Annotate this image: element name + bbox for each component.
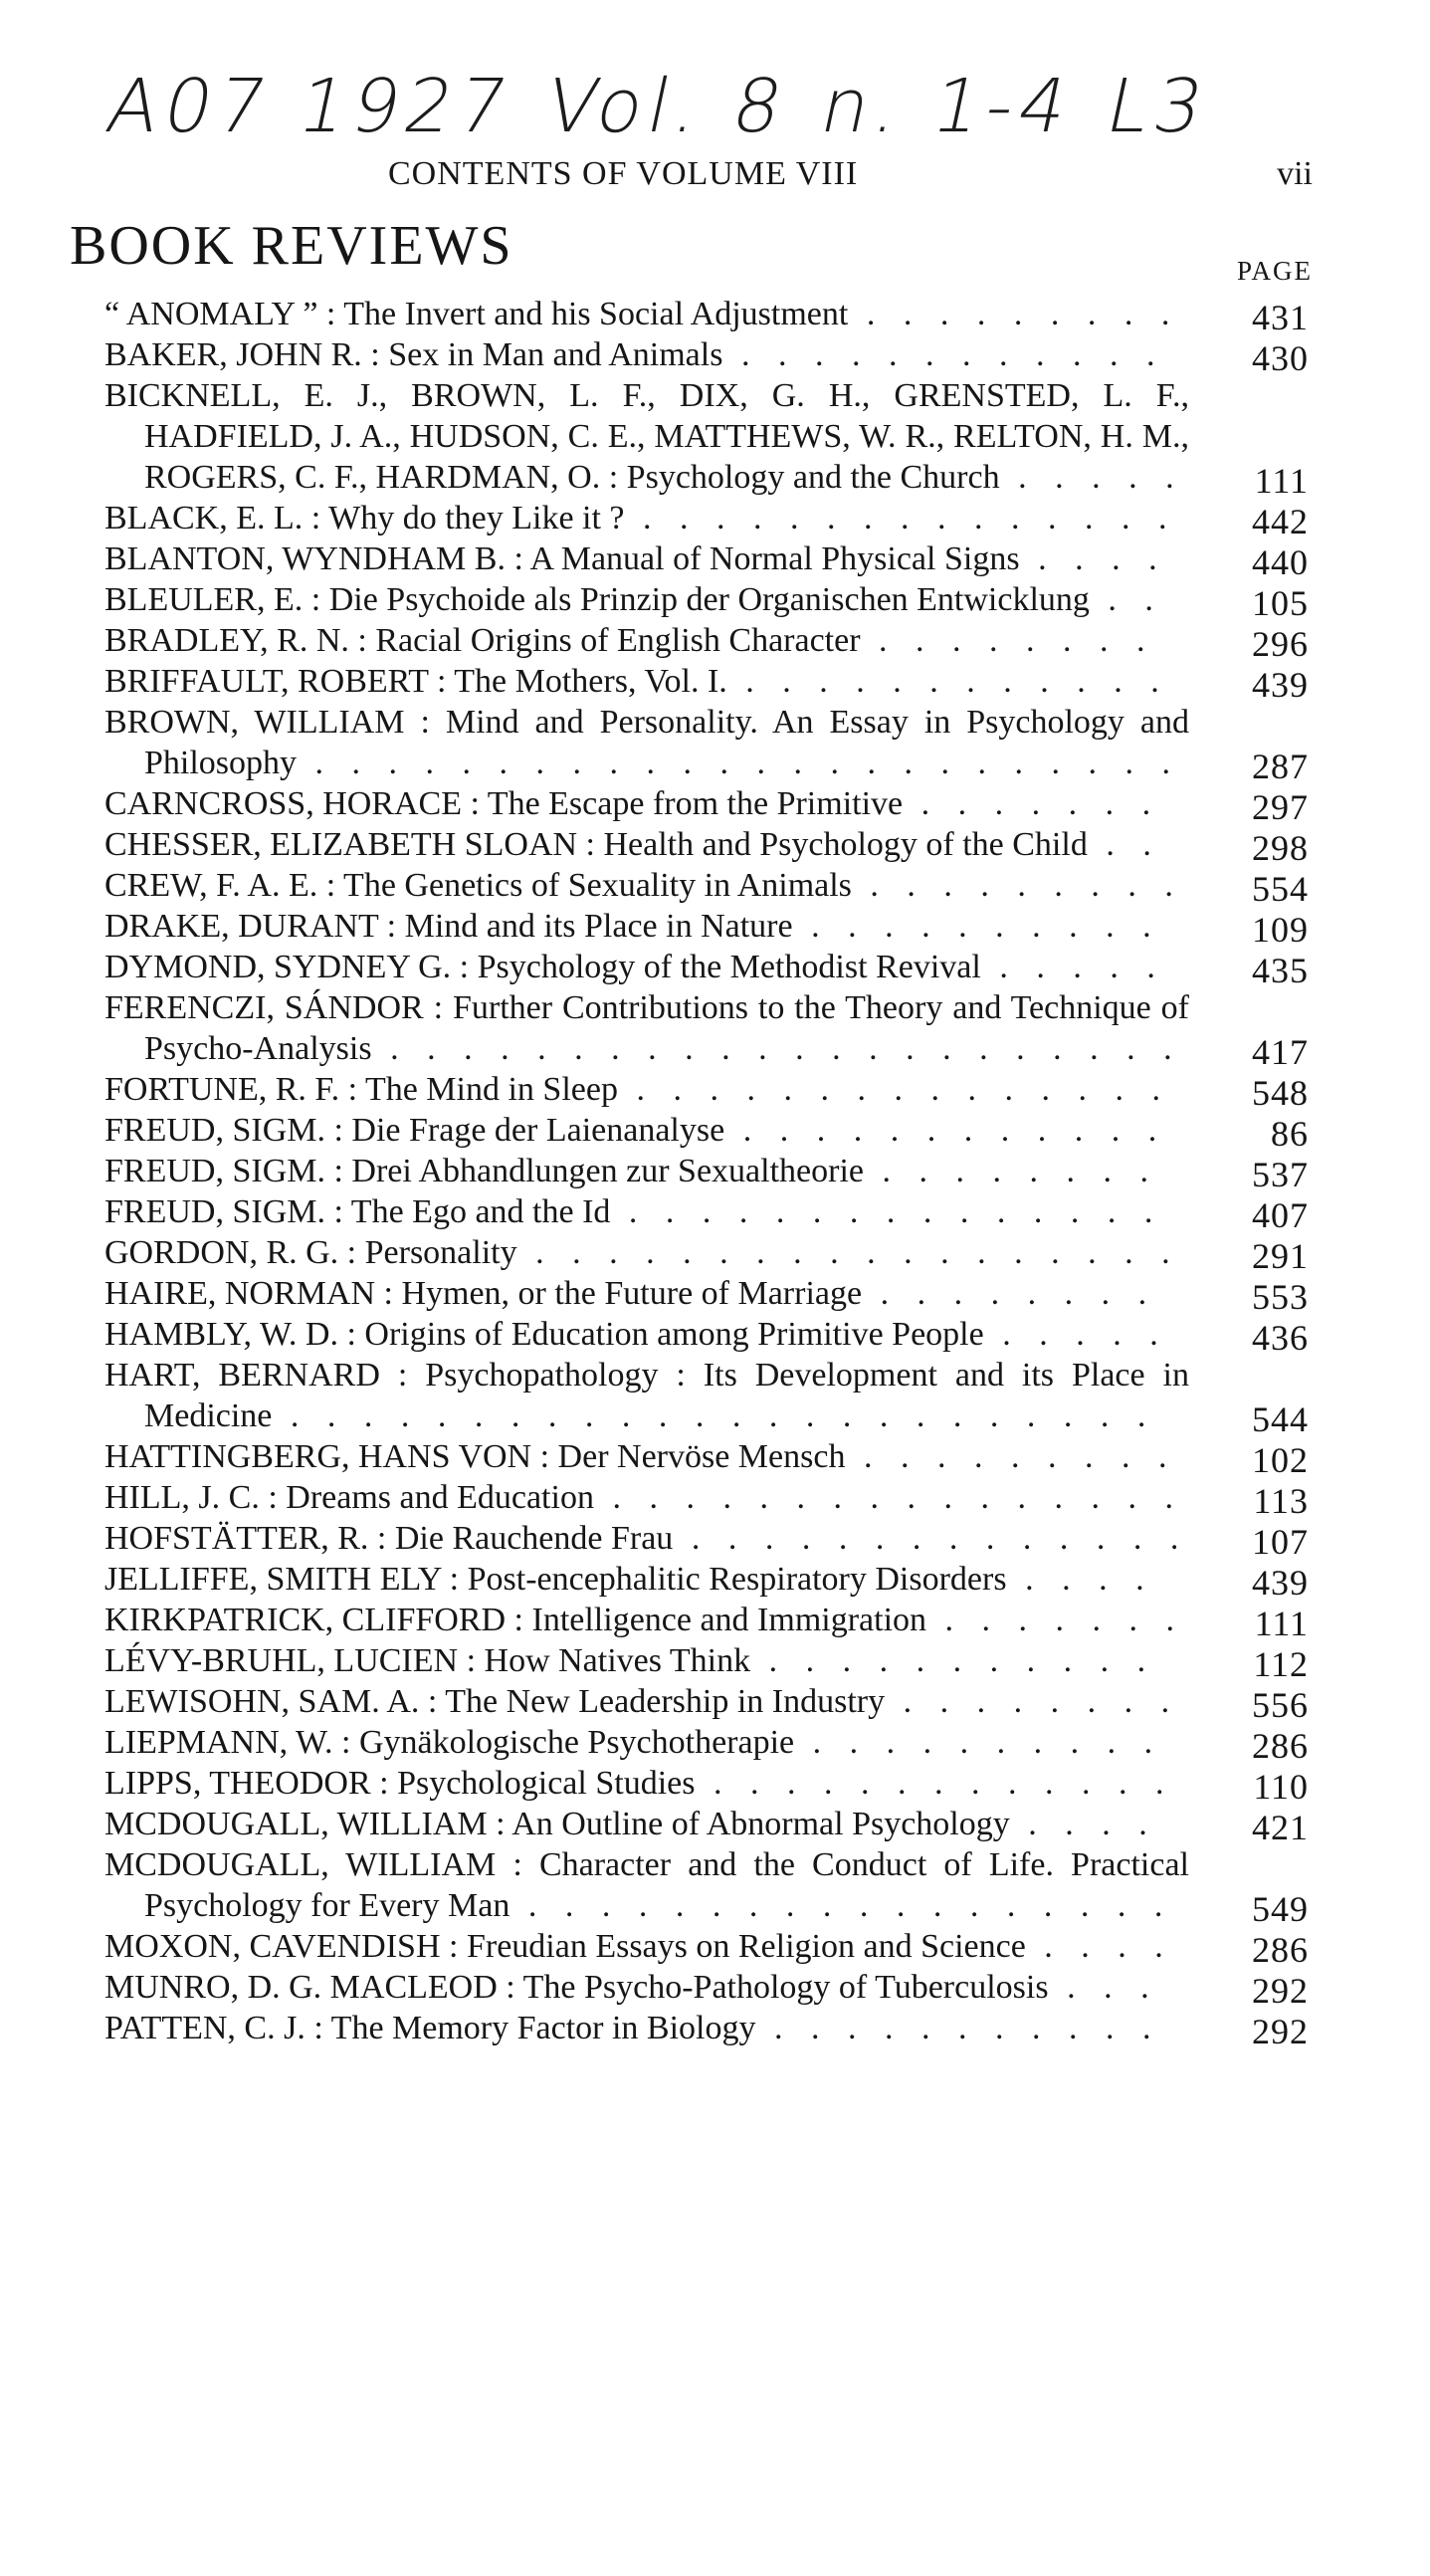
review-entry [104,1722,1328,1766]
review-entry-text [104,1273,1189,1314]
review-entry-page: 537 [1252,1155,1309,1194]
review-entry-page: 109 [1252,910,1309,950]
dot-leader: . . . . [1025,1928,1173,1965]
dot-leader: . . . . . . . . [885,1683,1180,1720]
review-entry-title: BAKER, JOHN R. : Sex in Man and Animals [104,336,723,373]
review-entry-title: CHESSER, ELIZABETH SLOAN : Health and Psychology of the Child [104,826,1088,863]
dot-leader: . . . . . . . . . . . . . . . . . . [510,1887,1173,1924]
review-entry-text [104,1722,1189,1763]
review-entry-page: 407 [1252,1195,1309,1235]
review-entry-page: 442 [1252,502,1309,541]
review-entry-text [104,1763,1189,1804]
review-entry-text [104,1640,1189,1681]
running-header [0,149,1430,199]
review-entry-page: 110 [1253,1767,1309,1807]
review-entry-text [104,661,1189,702]
review-entry-list [104,294,1328,2051]
review-entry [104,1436,1328,1480]
review-entry-title: BLEULER, E. : Die Psychoide als Prinzip der Organischen Entwicklung [104,581,1090,618]
review-entry-text [104,906,1189,947]
review-entry [104,1640,1328,1684]
review-entry-text [104,987,1189,1069]
dot-leader: . . . . . . . . . . . . . . [673,1520,1189,1557]
review-entry-page: 553 [1252,1277,1309,1317]
dot-leader: . . . . . . . . . . . . [724,1112,1167,1149]
review-entry [104,1314,1328,1358]
review-entry [104,1844,1328,1929]
review-entry-text [104,1681,1189,1722]
review-entry-page: 86 [1271,1114,1309,1154]
handwritten-note-part: A07 1927 [100,64,520,149]
review-entry-text [104,1110,1189,1151]
review-entry-page: 113 [1253,1481,1309,1521]
review-entry-text [104,620,1189,661]
review-entry-title: LIEPMANN, W. : Gynäkologische Psychotherapie [104,1724,795,1761]
review-entry-title: CARNCROSS, HORACE : The Escape from the Primitive [104,785,904,822]
review-entry-title: FERENCZI, SÁNDOR : Further Contributions to the Theory and Technique of Psycho-Analysis [104,989,1189,1067]
review-entry-page: 421 [1252,1808,1309,1847]
review-entry [104,498,1328,541]
handwritten-note-part: n. 1-4 [813,64,1082,149]
dot-leader: . . . . . . . . . [845,1438,1177,1475]
review-entry-text [104,375,1189,498]
dot-leader: . . . . . . . . . [851,867,1183,904]
review-entry-title: MCDOUGALL, WILLIAM : Character and the Conduct of Life. Practical Psychology for Every Man [104,1846,1189,1924]
review-entry-page: 431 [1252,298,1309,337]
dot-leader: . . . . . . . . [864,1153,1158,1189]
review-entry [104,1477,1328,1521]
review-entry [104,1763,1328,1807]
review-entry-text [104,334,1189,375]
review-entry-page: 296 [1252,624,1309,664]
review-entry-text [104,865,1189,906]
review-entry [104,620,1328,664]
review-entry [104,987,1328,1072]
review-entry-page: 436 [1252,1318,1309,1358]
review-entry-page: 286 [1252,1726,1309,1766]
review-entry-text [104,1559,1189,1600]
review-entry-title: BLANTON, WYNDHAM B. : A Manual of Normal Physical Signs [104,540,1020,577]
dot-leader: . . . . . . . . . . . [755,2010,1161,2046]
review-entry-title: HILL, J. C. : Dreams and Education [104,1479,594,1516]
review-entry [104,1151,1328,1194]
review-entry-title: DYMOND, SYDNEY G. : Psychology of the Methodist Revival [104,949,981,985]
review-entry-page: 556 [1252,1685,1309,1725]
review-entry-title: BLACK, E. L. : Why do they Like it ? [104,500,625,537]
review-entry-page: 111 [1254,461,1309,501]
review-entry [104,824,1328,868]
review-entry-page: 439 [1252,1563,1309,1603]
review-entry-text [104,1844,1189,1926]
review-entry-title: GORDON, R. G. : Personality [104,1234,517,1271]
review-entry-text [104,1926,1189,1967]
dot-leader: . . . . . . . . . . . . . . . [610,1193,1163,1230]
review-entry [104,661,1328,705]
review-entry-title: FREUD, SIGM. : Die Frage der Laienanalyse [104,1112,725,1149]
review-entry-text [104,1436,1189,1477]
review-entry-title: LIPPS, THEODOR : Psychological Studies [104,1765,696,1802]
review-entry-text [104,947,1189,987]
review-entry [104,1273,1328,1317]
review-entry-text [104,498,1189,538]
review-entry [104,294,1328,337]
dot-leader: . . . . [1006,1561,1154,1598]
review-entry [104,375,1328,501]
section-title: BOOK REVIEWS [70,215,513,277]
review-entry-text [104,1355,1189,1436]
review-entry-title: FREUD, SIGM. : The Ego and the Id [104,1193,611,1230]
review-entry-title: CREW, F. A. E. : The Genetics of Sexuality in Animals [104,867,852,904]
review-entry-text [104,1232,1189,1273]
review-entry [104,1518,1328,1562]
running-header-page-number: vii [1277,155,1313,192]
review-entry [104,906,1328,950]
review-entry-text [104,1967,1189,2008]
review-entry-page: 287 [1252,747,1309,786]
review-entry-text [104,1069,1189,1110]
review-entry-text [104,702,1189,783]
handwritten-archive-note [100,50,1344,149]
review-entry-page: 298 [1252,828,1309,868]
review-entry-page: 544 [1252,1399,1309,1439]
review-entry-title: BROWN, WILLIAM : Mind and Personality. An Essay in Psychology and Philosophy [104,704,1189,781]
review-entry [104,334,1328,378]
review-entry-text [104,579,1189,620]
dot-leader: . . . . . . . . [862,1275,1157,1312]
dot-leader: . . . . . . . [903,785,1161,822]
review-entry [104,1681,1328,1725]
review-entry-text [104,1518,1189,1559]
review-entry-title: LEWISOHN, SAM. A. : The New Leadership in Industry [104,1683,886,1720]
review-entry [104,1804,1328,1847]
review-entry-text [104,294,1189,334]
review-entry-title: HAMBLY, W. D. : Origins of Education among Primitive People [104,1316,984,1353]
review-entry-title: PATTEN, C. J. : The Memory Factor in Biology [104,2010,756,2046]
dot-leader: . . . . . . . . . . . . . . . [624,500,1177,537]
review-entry-title: MCDOUGALL, WILLIAM : An Outline of Abnormal Psychology [104,1806,1010,1842]
dot-leader: . . . . . . . . . . . . . . . [617,1071,1170,1108]
review-entry [104,783,1328,827]
dot-leader: . . . . . . . . . . . . . . . . . . [516,1234,1180,1271]
review-entry [104,1355,1328,1439]
dot-leader: . . . [1048,1969,1159,2006]
handwritten-note-part: L3 [1099,64,1217,149]
review-entry-title: LÉVY-BRUHL, LUCIEN : How Natives Think [104,1642,751,1679]
review-entry-page: 554 [1252,869,1309,909]
dot-leader: . . . . . [983,1316,1168,1353]
review-entry-title: MOXON, CAVENDISH : Freudian Essays on Religion and Science [104,1928,1026,1965]
review-entry-title: HATTINGBERG, HANS VON : Der Nervöse Mensch [104,1438,846,1475]
dot-leader: . . . . . . . . . . . . . . . . . . . . . . . . [297,745,1181,781]
review-entry-text [104,538,1189,579]
review-entry-title: HAIRE, NORMAN : Hymen, or the Future of Marriage [104,1275,863,1312]
dot-leader: . . . . [1019,540,1167,577]
review-entry [104,1926,1328,1970]
review-entry-text [104,1804,1189,1844]
review-entry-page: 549 [1252,1889,1309,1929]
review-entry-title: BRADLEY, R. N. : Racial Origins of English Character [104,622,861,659]
dot-leader: . . . . . . . . . [848,296,1180,332]
review-entry-page: 112 [1253,1644,1309,1684]
review-entry-page: 291 [1252,1236,1309,1276]
review-entry-page: 435 [1252,951,1309,990]
review-entry-page: 107 [1252,1522,1309,1562]
dot-leader: . . [1087,826,1161,863]
review-entry [104,1069,1328,1113]
dot-leader: . . . . . [980,949,1165,985]
dot-leader: . . . . . . . . . . . . [726,663,1169,700]
review-entry-page: 439 [1252,665,1309,705]
review-entry-page: 440 [1252,542,1309,582]
dot-leader: . . . . [1009,1806,1157,1842]
review-entry [104,538,1328,582]
running-header-title: CONTENTS OF VOLUME VIII [388,155,859,192]
review-entry-title: JELLIFFE, SMITH ELY : Post-encephalitic Respiratory Disorders [104,1561,1007,1598]
review-entry [104,1600,1328,1643]
review-entry-title: FORTUNE, R. F. : The Mind in Sleep [104,1071,618,1108]
dot-leader: . . . . . . . [926,1602,1185,1638]
handwritten-note-part: Vol. 8 [537,64,796,149]
dot-leader: . . [1089,581,1163,618]
review-entry [104,865,1328,909]
review-entry [104,2008,1328,2051]
dot-leader: . . . . . . . . . . [792,908,1161,945]
review-entry-text [104,1314,1189,1355]
dot-leader: . . . . . [999,459,1184,496]
dot-leader: . . . . . . . . . . . . . . . . . . . . . . . . [272,1397,1156,1434]
review-entry-text [104,1151,1189,1191]
review-entry-text [104,1477,1189,1518]
review-entry-page: 292 [1252,2012,1309,2051]
review-entry-text [104,2008,1189,2048]
review-entry-page: 105 [1252,583,1309,623]
review-entry [104,1967,1328,2011]
review-entry-title: HART, BERNARD : Psychopathology : Its Development and its Place in Medicine [104,1357,1189,1434]
review-entry-page: 548 [1252,1073,1309,1113]
review-entry-title: KIRKPATRICK, CLIFFORD : Intelligence and Immigration [104,1602,927,1638]
review-entry-title: HOFSTÄTTER, R. : Die Rauchende Frau [104,1520,674,1557]
review-entry [104,1232,1328,1276]
dot-leader: . . . . . . . . . . [794,1724,1163,1761]
review-entry-title: BRIFFAULT, ROBERT : The Mothers, Vol. I. [104,663,727,700]
review-entry-title: BICKNELL, E. J., BROWN, L. F., DIX, G. H., GRENSTED, L. F., HADFIELD, J. A., HUDSON, C. E., MATTHEWS, W. R., RELTON, H. M., ROGERS, C. F., HARDMAN, O. : Psychology and the Church [104,377,1189,496]
dot-leader: . . . . . . . . [860,622,1155,659]
review-entry-page: 286 [1252,1930,1309,1970]
dot-leader: . . . . . . . . . . . . . . . . . . . . . . [371,1030,1182,1067]
dot-leader: . . . . . . . . . . . . . . . . [593,1479,1183,1516]
dot-leader: . . . . . . . . . . . [750,1642,1156,1679]
review-entry-page: 102 [1252,1440,1309,1480]
review-entry-page: 292 [1252,1971,1309,2011]
review-entry-title: MUNRO, D. G. MACLEOD : The Psycho-Pathology of Tuberculosis [104,1969,1049,2006]
review-entry-page: 417 [1252,1032,1309,1072]
review-entry-page: 111 [1254,1604,1309,1643]
review-entry [104,702,1328,786]
review-entry [104,1110,1328,1154]
review-entry [104,947,1328,990]
review-entry [104,1191,1328,1235]
page-column-label: PAGE [1236,256,1313,286]
review-entry-text [104,783,1189,824]
review-entry-page: 297 [1252,787,1309,827]
review-entry-title: “ ANOMALY ” : The Invert and his Social Adjustment [104,296,849,332]
review-entry-title: FREUD, SIGM. : Drei Abhandlungen zur Sexualtheorie [104,1153,864,1189]
review-entry-page: 430 [1252,338,1309,378]
dot-leader: . . . . . . . . . . . . [722,336,1165,373]
review-entry-text [104,1600,1189,1640]
review-entry-text [104,1191,1189,1232]
review-entry-text [104,824,1189,865]
review-entry [104,1559,1328,1603]
review-entry [104,579,1328,623]
dot-leader: . . . . . . . . . . . . . [695,1765,1174,1802]
review-entry-title: DRAKE, DURANT : Mind and its Place in Nature [104,908,793,945]
